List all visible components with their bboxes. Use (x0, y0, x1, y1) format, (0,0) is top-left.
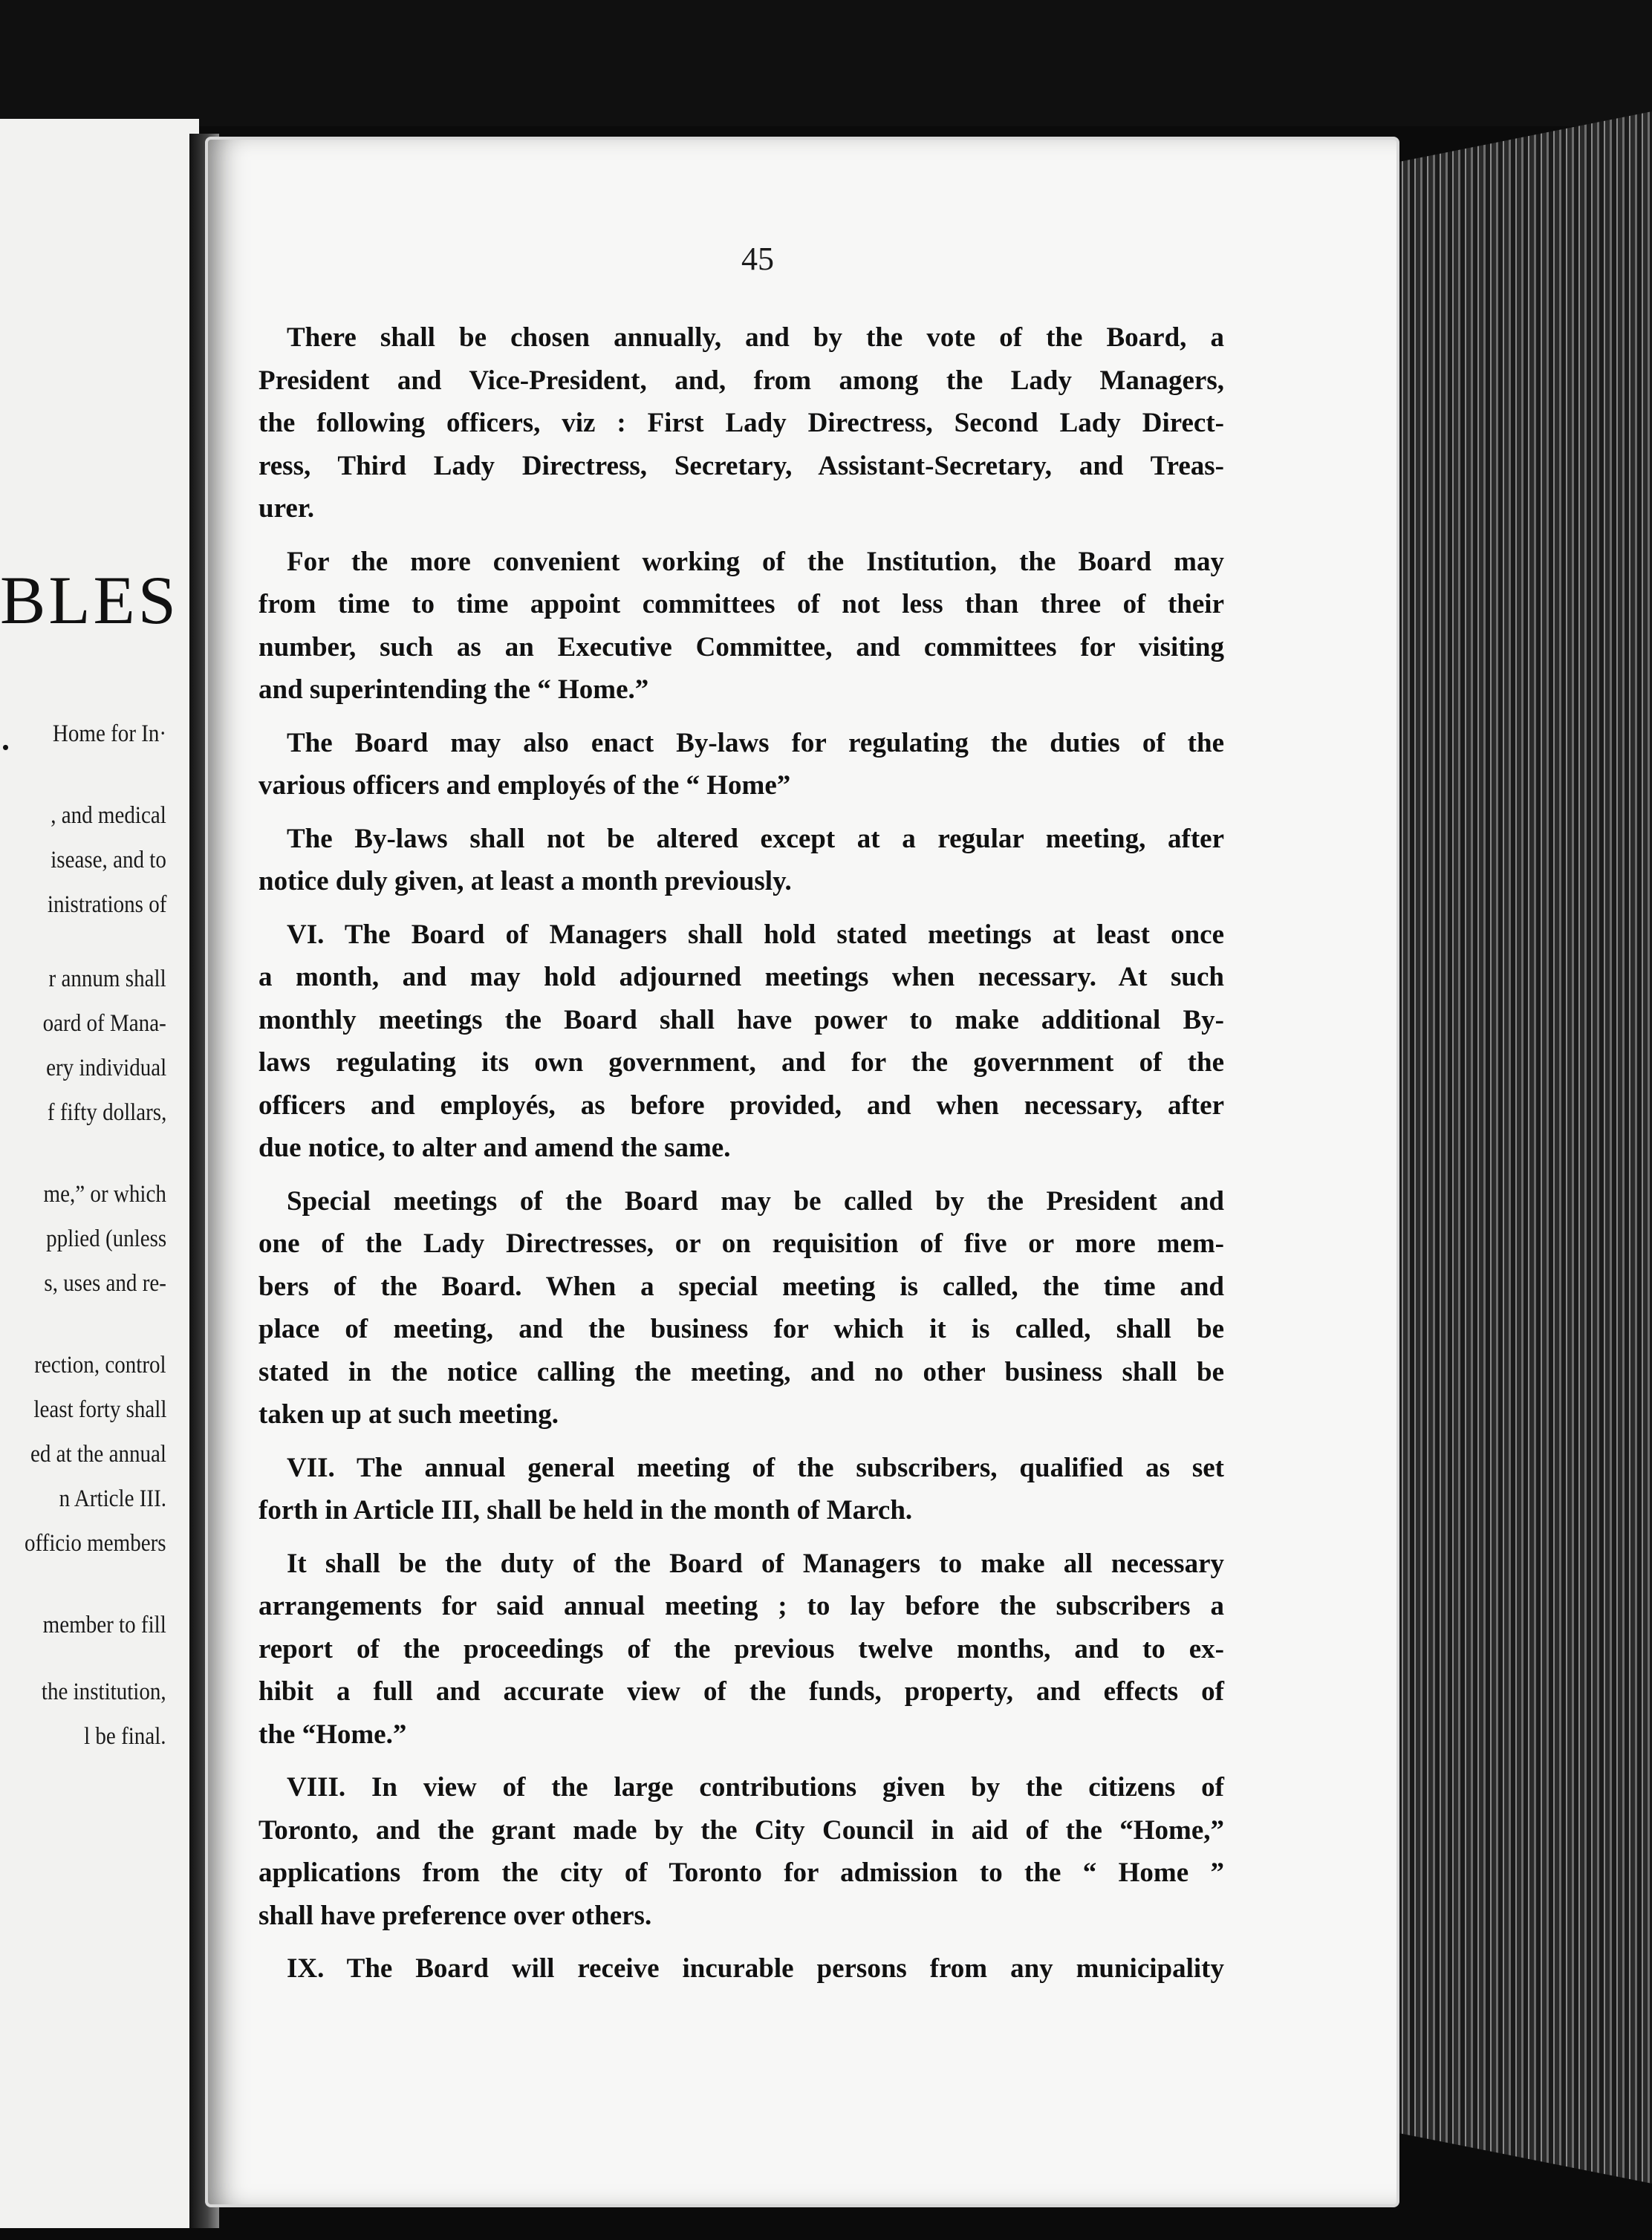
text-line: There shall be chosen annually, and by the vote of the Board, a (287, 322, 1224, 353)
text-line: urer. (258, 493, 315, 524)
text-line: taken up at such meeting. (258, 1399, 559, 1430)
left-page-line: n Article III. (59, 1485, 166, 1512)
text-line: President and Vice-President, and, from among the Lady Managers, (258, 365, 1224, 396)
text-line: stated in the notice calling the meeting, and no other business shall be (258, 1356, 1224, 1387)
text-line: applications from the city of Toronto for admission to the “ Home ” (258, 1858, 1224, 1888)
text-line: one of the Lady Directresses, or on requisition of five or more mem- (258, 1228, 1224, 1259)
left-page-line: rection, control (34, 1352, 166, 1378)
text-line: forth in Article III, shall be held in the month of March. (258, 1495, 913, 1526)
text-line: place of meeting, and the business for which it is called, shall be (258, 1314, 1224, 1344)
page-number: 45 (741, 241, 774, 277)
text-line: VI. The Board of Managers shall hold stated meetings at least once (287, 919, 1224, 950)
text-line: Toronto, and the grant made by the City Council in aid of the “Home,” (258, 1814, 1224, 1846)
left-page-line: isease, and to (51, 847, 166, 873)
text-line: the following officers, viz : First Lady Directress, Second Lady Direct- (258, 408, 1224, 438)
text-line: officers and employés, as before provided, and when necessary, after (258, 1090, 1224, 1121)
text-line: the “Home.” (258, 1719, 407, 1750)
text-line: The By-laws shall not be altered except at a regular meeting, after (287, 823, 1224, 854)
dark-background (0, 0, 1652, 126)
text-line: VIII. In view of the large contributions given by the citizens of (287, 1772, 1224, 1803)
text-line: hibit a full and accurate view of the funds, property, and effects of (258, 1676, 1224, 1707)
text-line: due notice, to alter and amend the same. (258, 1133, 731, 1163)
right-page (208, 140, 1396, 2204)
text-line: shall have preference over others. (258, 1900, 652, 1931)
text-line: VII. The annual general meeting of the subscribers, qualified as set (287, 1452, 1224, 1483)
text-line: and superintending the “ Home.” (258, 674, 649, 705)
text-line: laws regulating its own government, and for the government of the (258, 1047, 1224, 1078)
text-line: arrangements for said annual meeting ; to lay before the subscribers a (258, 1591, 1224, 1621)
left-page-line: ed at the annual (30, 1441, 166, 1468)
left-page-line: Home for In· (52, 720, 166, 747)
left-page-line: ery individual (45, 1055, 166, 1081)
left-page-line: member to fill (42, 1612, 166, 1638)
text-line: The Board may also enact By-laws for regulating the duties of the (287, 727, 1224, 758)
text-line: from time to time appoint committees of not less than three of their (258, 589, 1224, 619)
left-page-line: officio members (25, 1530, 166, 1557)
left-page-line: l be final. (84, 1723, 166, 1750)
left-page-line: oard of Mana- (42, 1010, 166, 1037)
text-line: It shall be the duty of the Board of Managers to make all necessary (287, 1548, 1224, 1579)
left-page-heading: BLES (0, 562, 179, 638)
left-page-line: s, uses and re- (44, 1270, 166, 1297)
text-line: For the more convenient working of the Institution, the Board may (287, 546, 1224, 577)
text-line: bers of the Board. When a special meeting is called, the time and (258, 1271, 1224, 1302)
left-page-line: the institution, (42, 1679, 166, 1705)
left-page-line: least forty shall (33, 1396, 166, 1423)
text-line: IX. The Board will receive incurable persons from any municipality (287, 1953, 1224, 1984)
text-line: report of the proceedings of the previous twelve months, and to ex- (258, 1633, 1224, 1664)
left-page-line: r annum shall (48, 966, 166, 992)
left-page-line: inistrations of (47, 891, 166, 918)
text-line: a month, and may hold adjourned meetings when necessary. At such (258, 962, 1224, 992)
left-page-line: pplied (unless (45, 1225, 166, 1252)
left-page-line: f fifty dollars, (47, 1099, 166, 1126)
text-line: notice duly given, at least a month previously. (258, 866, 792, 896)
text-line: various officers and employés of the “ Home” (258, 770, 791, 801)
text-line: monthly meetings the Board shall have power to make additional By- (258, 1004, 1224, 1035)
left-page-line: , and medical (51, 802, 166, 829)
text-line: ress, Third Lady Directress, Secretary, Assistant-Secretary, and Treas- (258, 450, 1224, 481)
text-line: Special meetings of the Board may be called by the President and (287, 1185, 1224, 1217)
left-page (0, 119, 199, 2228)
left-page-line: me,” or which (43, 1181, 166, 1208)
text-line: number, such as an Executive Committee, and committees for visiting (258, 631, 1224, 662)
left-page-mark: . (0, 710, 11, 759)
